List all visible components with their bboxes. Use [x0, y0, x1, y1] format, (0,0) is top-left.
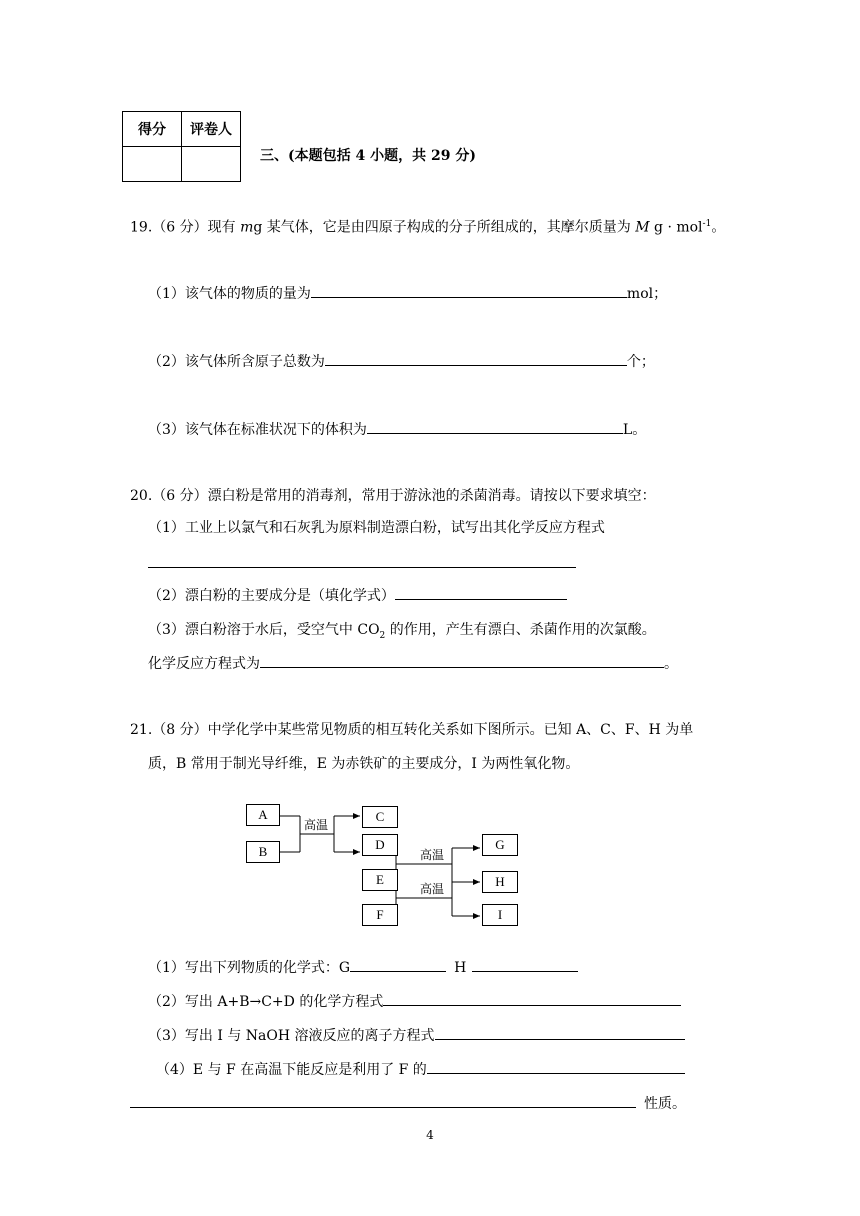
- q21-answer2-blank[interactable]: [383, 990, 681, 1006]
- box-d: D: [362, 834, 398, 856]
- box-h: H: [482, 871, 518, 893]
- q20-part3-equation: 化学反应方程式为 。: [148, 652, 678, 674]
- q19-part1: （1）该气体的物质的量为 mol；: [148, 282, 667, 304]
- condition-label-2: 高温: [420, 848, 445, 862]
- q21-part4-line2: 性质。: [130, 1092, 686, 1114]
- q21-answer-g-blank[interactable]: [350, 956, 446, 972]
- box-i: I: [482, 904, 518, 926]
- box-c: C: [362, 806, 398, 828]
- q21-answer3-blank[interactable]: [435, 1024, 685, 1040]
- reaction-diagram: [240, 796, 530, 931]
- q19-answer1-blank[interactable]: [311, 282, 627, 298]
- q21-answer4-blank[interactable]: [427, 1058, 685, 1074]
- q19-answer3-blank[interactable]: [367, 418, 623, 434]
- box-g: G: [482, 834, 518, 856]
- box-a: A: [246, 804, 280, 826]
- q20-answer2-blank[interactable]: [395, 584, 567, 600]
- score-cell[interactable]: [123, 147, 182, 182]
- q19-answer2-blank[interactable]: [325, 350, 627, 366]
- box-f: F: [362, 904, 398, 926]
- q20-part1: （1）工业上以氯气和石灰乳为原料制造漂白粉，试写出其化学反应方程式: [148, 520, 605, 536]
- page-number: 4: [426, 1128, 434, 1142]
- q20-part3: （3）漂白粉溶于水后，受空气中 $CO_2$ 的作用，产生有漂白、杀菌作用的次氯酸。: [148, 622, 656, 641]
- q20-stem: 20.（6 分）漂白粉是常用的消毒剂，常用于游泳池的杀菌消毒。请按以下要求填空：: [130, 488, 656, 504]
- section-title: 三、(本题包括 4 小题，共 29 分): [260, 148, 476, 164]
- box-b: B: [246, 841, 280, 863]
- q21-answer-h-blank[interactable]: [472, 956, 578, 972]
- q21-part3: （3）写出 I 与 NaOH 溶液反应的离子方程式: [148, 1024, 685, 1046]
- q20-part1-line: [148, 552, 576, 574]
- q21-stem-line2: 质，B 常用于制光导纤维，E 为赤铁矿的主要成分，I 为两性氧化物。: [148, 756, 580, 772]
- condition-label-1: 高温: [304, 818, 329, 832]
- q20-part2: （2）漂白粉的主要成分是（填化学式）: [148, 584, 567, 606]
- q19-stem: 19.（6 分）现有 mg 某气体，它是由四原子构成的分子所组成的，其摩尔质量为 M g · mol$^{-1}$。: [130, 219, 726, 236]
- q20-answer3-blank[interactable]: [260, 652, 664, 668]
- q21-part2: （2）写出 A+B→C+D 的化学方程式: [148, 990, 681, 1012]
- condition-label-3: 高温: [420, 882, 445, 896]
- q21-stem-line1: 21.（8 分）中学化学中某些常见物质的相互转化关系如下图所示。已知 A、C、F、H 为单: [130, 722, 694, 738]
- grader-cell[interactable]: [182, 147, 241, 182]
- grader-header: 评卷人: [182, 112, 241, 147]
- box-e: E: [362, 869, 398, 891]
- score-header: 得分: [123, 112, 182, 147]
- q21-part4: （4）E 与 F 在高温下能反应是利用了 F 的: [156, 1058, 685, 1080]
- q19-part2: （2）该气体所含原子总数为 个；: [148, 350, 655, 372]
- score-table: [122, 111, 241, 182]
- q19-part3: （3）该气体在标准状况下的体积为 L。: [148, 418, 646, 440]
- q20-answer1-blank[interactable]: [148, 552, 576, 568]
- q21-part1: （1）写出下列物质的化学式：G H: [148, 956, 578, 978]
- q21-answer4-continued-blank[interactable]: [130, 1092, 636, 1108]
